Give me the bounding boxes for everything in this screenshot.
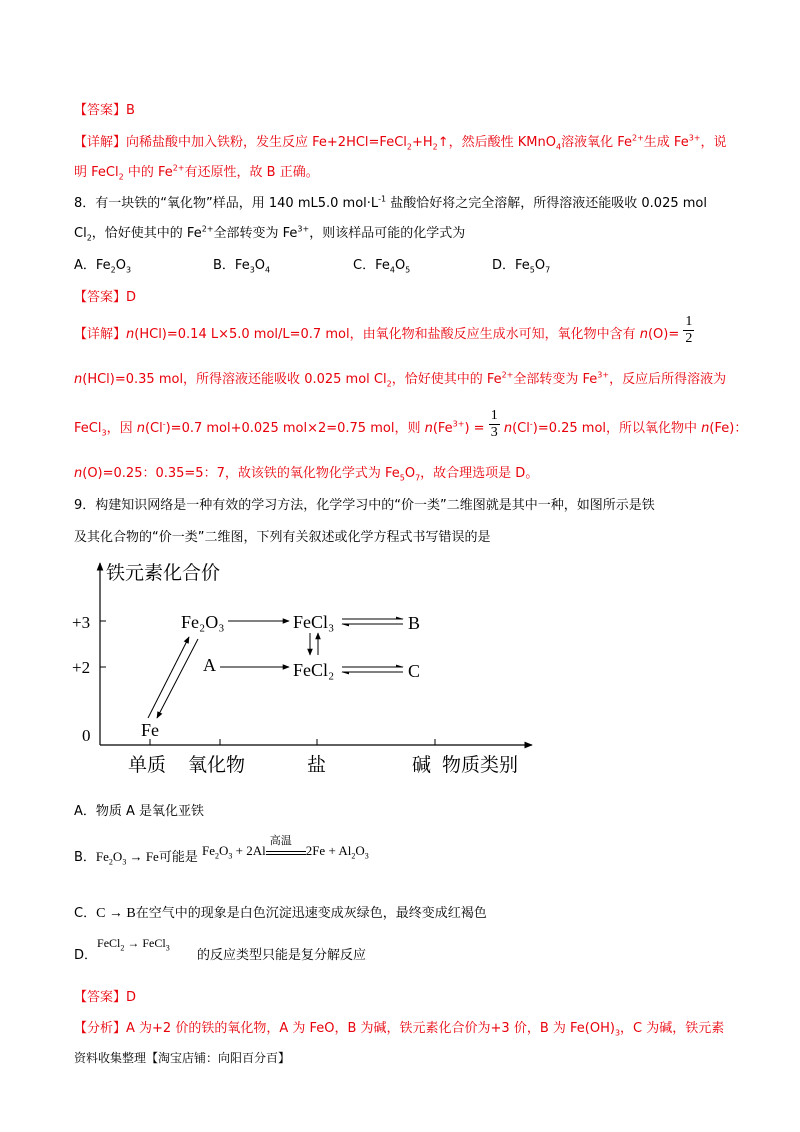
q8-detail-line2: n(HCl)=0.35 mol，所得溶液还能吸收 0.025 mol $Cl_2$，恰好使其中的 $Fe^{2+}$全部转变为 $Fe^{3+}$，反应后所得溶液为 (74, 370, 727, 389)
q8-option-d: D．$Fe_5O_7$ (492, 258, 551, 275)
q9-option-d-formula: FeCl$_2$ → FeCl$_3$ (97, 936, 170, 953)
footer-source: 资料收集整理【淘宝店铺：向阳百分百】 (74, 1051, 291, 1065)
node-fecl3: FeCl₃ (293, 612, 335, 632)
node-fecl2: FeCl₂ (293, 660, 335, 680)
q9-stem-line1: 9．构建知识网络是一种有效的学习方法，化学学习中的“价一类”二维图就是其中一种，如图所示是铁 (74, 498, 655, 513)
q9-answer: 【答案】D (74, 990, 137, 1005)
q8-detail-line1: 【详解】n(HCl)=0.14 L×5.0 mol/L=0.7 mol，由氧化物和盐酸反应生成水可知，氧化物中含有 n(O)= $\frac{1}{2}$ (74, 314, 693, 346)
node-c: C (408, 661, 421, 681)
q7-detail-line2: 明 FeCl$_2$ 中的 $Fe^{2+}$有还原性，故 B 正确。 (74, 163, 319, 182)
node-b: B (408, 613, 421, 633)
x-tick-element: 单质 (128, 755, 167, 776)
arrow-fe-to-fe2o3 (148, 637, 189, 718)
node-a: A (203, 655, 216, 675)
q9-option-b: B．$Fe_2O_3 \to Fe$可能是 $Fe_2O_3 + 2Al$ 高温 $2Fe + Al_2O_3$ (74, 834, 369, 867)
y-axis-title: 铁元素化合价 (106, 563, 221, 584)
node-fe: Fe (141, 720, 159, 740)
detail-text: 向稀盐酸中加入铁粉，发生反应 $Fe+2HCl=FeCl_2+H_2↑$，然后酸性 KMnO$_4$溶液氧化 $Fe^{2+}$生成 $Fe^{3+}$，说 (126, 133, 727, 152)
answer-value: B (126, 103, 135, 118)
answer-label: 【答案】 (74, 103, 127, 118)
q9-option-a: A．物质 A 是氧化亚铁 (74, 804, 205, 819)
fraction-one-third: $\frac{1}{3}$ (490, 408, 498, 440)
arrow-fe2o3-to-fe (157, 639, 198, 718)
q8-stem-line2: $Cl_2$，恰好使其中的 $Fe^{2+}$全部转变为 $Fe^{3+}$，则该样品可能的化学式为 (74, 224, 466, 243)
x-tick-oxide: 氧化物 (188, 755, 246, 776)
node-fe2o3: Fe₂O₃ (181, 612, 225, 632)
x-axis-title: 物质类别 (442, 755, 519, 776)
detail-label: 【详解】 (74, 135, 127, 150)
q8-option-a: A．$Fe_2O_3$ (74, 258, 132, 275)
q8-option-b: B．$Fe_3O_4$ (213, 258, 271, 275)
q8-detail-line3: FeCl$_3$，因 n(Cl-)=0.7 mol+0.025 mol×2=0.75 mol，则 $n(Fe^{3+})$ = $\frac{1}{3}$ n(Cl-)=0.25 mol，所以氧化物中 n(Fe)： (74, 408, 748, 440)
q9-stem-line2: 及其化合物的“价一类”二维图，下列有关叙述或化学方程式书写错误的是 (74, 530, 491, 545)
q9-option-d: D． 的反应类型只能是复分解反应 (74, 948, 367, 963)
q9-option-c: C．C → B在空气中的现象是白色沉淀迅速变成灰绿色，最终变成红褐色 (74, 906, 487, 921)
valence-class-diagram (70, 555, 550, 780)
q8-option-c: C．$Fe_4O_5$ (353, 258, 411, 275)
q8-answer: 【答案】D (74, 290, 137, 305)
fraction-one-half: $\frac{1}{2}$ (685, 314, 693, 346)
x-tick-salt: 盐 (307, 755, 327, 776)
q7-answer (74, 99, 135, 118)
q8-detail-line4: n(O)=0.25：0.35=5：7，故该铁的氧化物化学式为 $Fe_5O_7$，故合理选项是 D。 (74, 466, 539, 483)
q9-analysis: 【分析】A 为+2 价的铁的氧化物，A 为 FeO，B 为碱，铁元素化合价为+3 价，B 为 $Fe(OH)_3$，C 为碱，铁元素 (74, 1021, 725, 1038)
y-tick-zero: 0 (82, 726, 91, 745)
q8-stem-line1: 8．有一块铁的“氧化物”样品，用 140 mL5.0 $mol\cdot L^{-1}$ 盐酸恰好将之完全溶解，所得溶液还能吸收 0.025 mol (74, 194, 707, 211)
q9-equation: $Fe_2O_3 + 2Al$ 高温 $2Fe + Al_2O_3$ (201, 834, 369, 861)
x-tick-base: 碱 (412, 755, 432, 776)
y-tick-plus3: +3 (72, 613, 91, 632)
y-tick-plus2: +2 (72, 658, 91, 677)
q7-detail-line1 (74, 131, 727, 152)
